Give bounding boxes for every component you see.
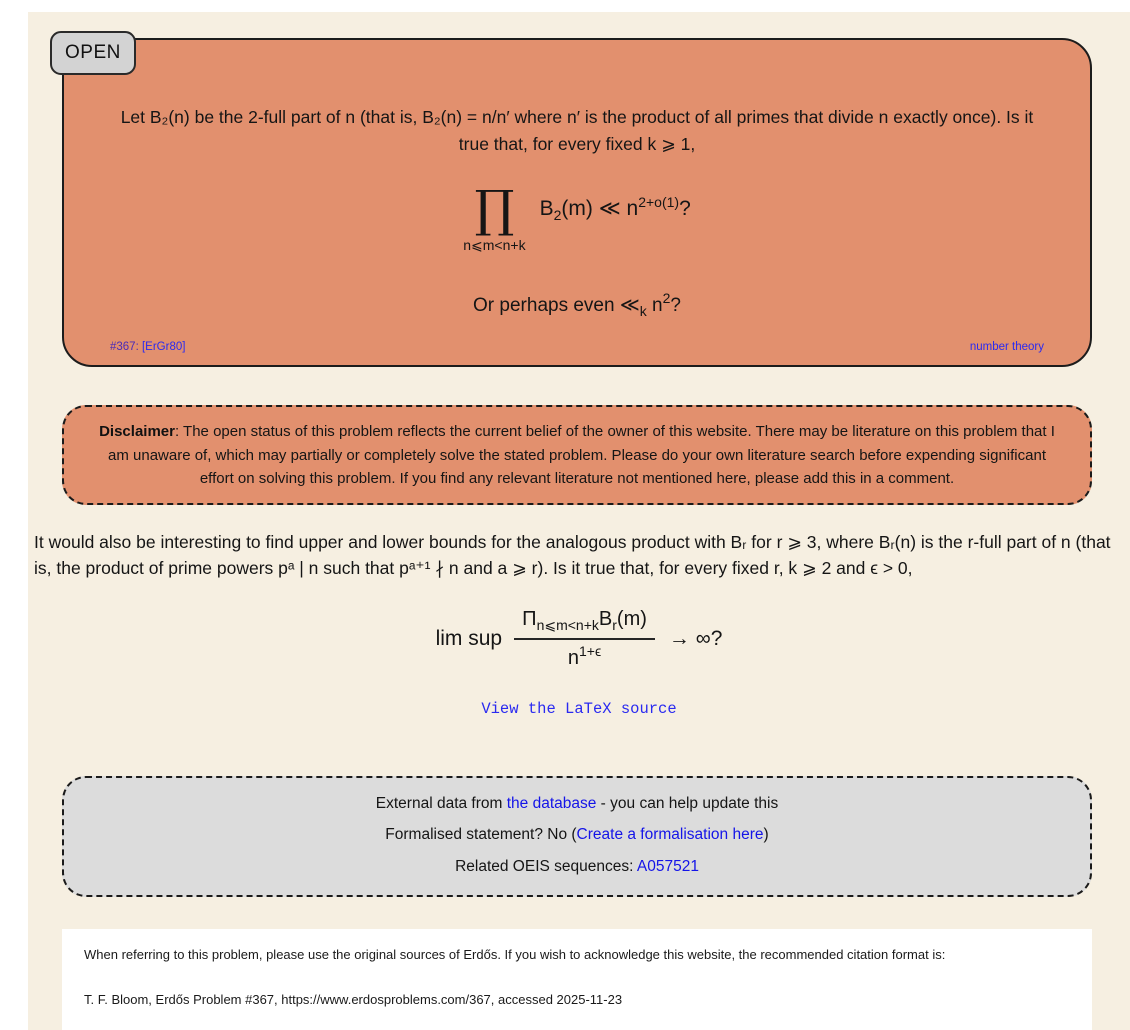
- formula-term: ?: [679, 196, 691, 220]
- product-limits: n⩽m<n+k: [463, 237, 526, 254]
- formalised-statement-line: [84, 819, 1070, 851]
- oeis-sequence-link[interactable]: A057521: [636, 858, 699, 876]
- fraction: [514, 608, 655, 670]
- product-symbol: ∏: [474, 180, 515, 239]
- math-superscript: 2: [662, 290, 671, 307]
- external-data-box: [62, 776, 1092, 897]
- formula-term: Or perhaps even ≪: [473, 295, 640, 317]
- formalised-statement-text: Formalised statement? No (: [385, 826, 577, 844]
- external-data-line: [84, 788, 1070, 820]
- latex-link-row: [28, 700, 1130, 718]
- math-superscript: 2+o(1): [638, 193, 680, 210]
- formula-term: B: [539, 196, 554, 220]
- formula-term: (m): [616, 607, 647, 630]
- disclaimer-box: [62, 405, 1092, 505]
- citation-format: T. F. Bloom, Erdős Problem #367, https://www.erdosproblems.com/367, accessed 2025-11-23: [84, 992, 623, 1008]
- math-subscript: n⩽m<n+k: [536, 616, 599, 633]
- fraction-denominator: [568, 640, 601, 670]
- math-subscript: r: [612, 616, 617, 633]
- problem-card-footer: [106, 341, 1048, 357]
- external-data-text: External data from: [375, 794, 507, 812]
- problem-card: [62, 38, 1092, 367]
- disclaimer-text: : The open status of this problem reflects the current belief of the owner of this website. There may be literature on this problem that I am unaware of, which may partially or completely solve the stated problem. Please do your own literature search before expending significant effort on solving this problem. If you find any relevant literature not mentioned here, please add this in a comment.: [108, 423, 1055, 487]
- problem-number-link[interactable]: #367:: [110, 341, 139, 354]
- category-link[interactable]: number theory: [969, 341, 1044, 354]
- formula-term: n: [646, 295, 663, 317]
- product-operator: [463, 180, 526, 254]
- fraction-numerator: [514, 608, 655, 640]
- math-subscript: 2: [553, 206, 562, 223]
- math-superscript: 1+ϵ: [579, 642, 602, 659]
- formula-term: B: [598, 607, 613, 630]
- page-background: [28, 12, 1130, 1030]
- formula-term: Π: [522, 607, 537, 630]
- limsup-formula: [28, 608, 1130, 670]
- formula-term: (m) ≪ n: [561, 196, 639, 220]
- oeis-line: [84, 851, 1070, 883]
- problem-references: [110, 341, 185, 353]
- database-link[interactable]: the database: [506, 794, 597, 812]
- formalised-statement-text: ): [763, 826, 769, 844]
- formula-term: ?: [670, 295, 681, 317]
- problem-statement: Let B₂(n) be the 2-full part of n (that is, B₂(n) = n/n′ where n′ is the product of all primes that divide n exactly once). Is it true that, for every fixed k ⩾ 1,: [120, 107, 1034, 155]
- oeis-text: Related OEIS sequences:: [455, 858, 637, 876]
- product-formula: [106, 180, 1048, 254]
- commentary-paragraph: It would also be interesting to find upper and lower bounds for the analogous product with Bᵣ for r ⩾ 3, where Bᵣ(n) is the r-full part of n (that is, the product of prime powers pᵃ | n such that pᵃ⁺¹ ∤ n and a ⩾ r). Is it true that, for every fixed r, k ⩾ 2 and ϵ > 0,: [34, 532, 1111, 579]
- view-latex-source-link[interactable]: View the LaTeX source: [481, 699, 677, 718]
- tends-to-infinity: → ∞?: [668, 626, 723, 650]
- secondary-question: [106, 290, 1048, 319]
- limsup-operator: lim sup: [435, 626, 503, 650]
- reference-link[interactable]: [ErGr80]: [141, 341, 186, 354]
- citation-intro: When referring to this problem, please use the original sources of Erdős. If you wish to acknowledge this website, the recommended citation format is:: [84, 946, 946, 962]
- disclaimer-label: Disclaimer: [99, 423, 175, 441]
- formula-body: [540, 194, 691, 223]
- citation-box: [62, 929, 1092, 1030]
- formula-term: n: [567, 646, 579, 669]
- math-subscript: k: [639, 303, 647, 320]
- create-formalisation-link[interactable]: Create a formalisation here: [576, 826, 764, 844]
- external-data-text: - you can help update this: [596, 794, 779, 812]
- status-badge: OPEN: [50, 31, 136, 75]
